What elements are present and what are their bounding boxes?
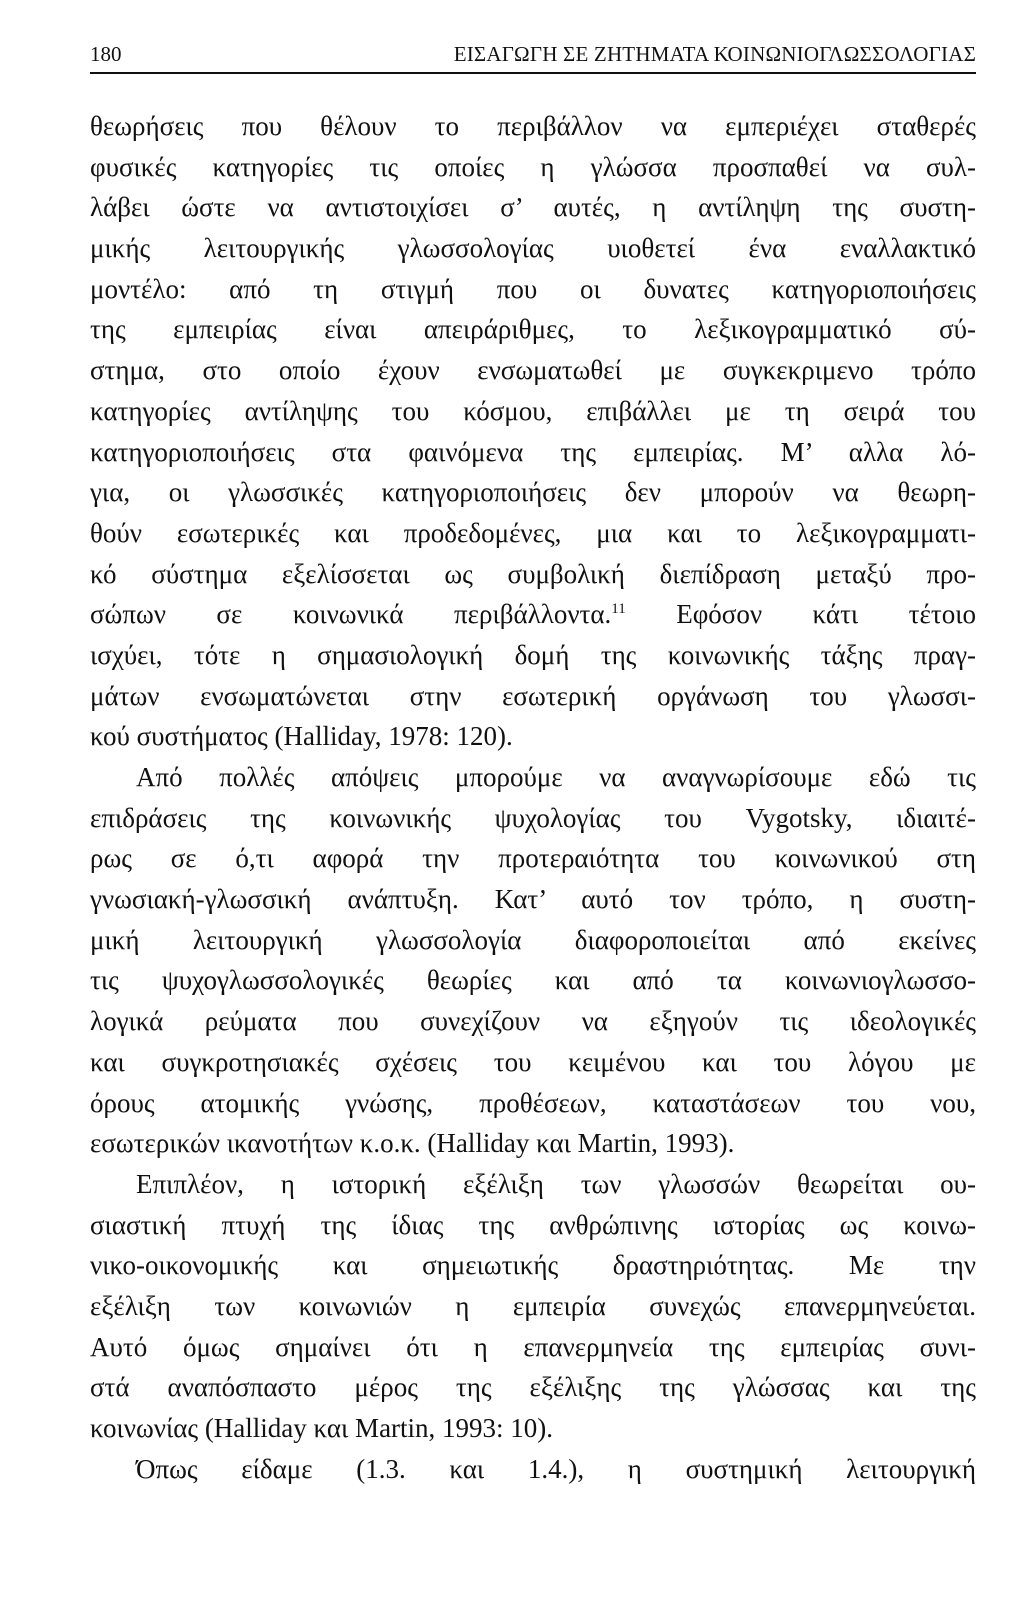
text-line: κό σύστημα εξελίσσεται ως συμβολική διεπίδραση μεταξύ προ- <box>90 558 976 589</box>
text-line: γνωσιακή-γλωσσική ανάπτυξη. Κατ’ αυτό τον τρόπο, η συστη- <box>90 884 976 915</box>
text-line: εξέλιξη των κοινωνιών η εμπειρία συνεχώς επανερμηνεύεται. <box>90 1290 976 1321</box>
running-header <box>90 40 976 74</box>
text-line: λογικά ρεύματα που συνεχίζουν να εξηγούν τις ιδεολογικές <box>90 1006 976 1037</box>
text-line: κοινωνίας (Halliday και Martin, 1993: 10). <box>90 1413 554 1443</box>
footnote-marker: 11 <box>611 601 626 618</box>
text-line: εσωτερικών ικανοτήτων κ.ο.κ. (Halliday και Martin, 1993). <box>90 1128 735 1159</box>
body-text <box>90 106 976 1489</box>
text-line: θεωρήσεις που θέλουν το περιβάλλον να εμπεριέχει σταθερές <box>90 111 976 141</box>
text-line: κατηγοριοποιήσεις στα φαινόμενα της εμπειρίας. Μ’ αλλα λό- <box>90 436 976 467</box>
text-line: για, οι γλωσσικές κατηγοριοποιήσεις δεν μπορούν να θεωρη- <box>90 477 976 508</box>
text-line-with-footnote <box>90 594 976 635</box>
text-line: στημα, στο οποίο έχουν ενσωματωθεί με συγκεκριμενο τρόπο <box>90 355 976 386</box>
text-segment: Εφόσον κάτι τέτοιο <box>625 599 976 630</box>
text-line: της εμπειρίας είναι απειράριθμες, το λεξικογραμματικό σύ- <box>90 314 976 345</box>
text-line: στά αναπόσπαστο μέρος της εξέλιξης της γλώσσας και της <box>90 1372 976 1403</box>
text-segment: σώπων σε κοινωνικά περιβάλλοντα. <box>90 599 612 630</box>
text-line: φυσικές κατηγορίες τις οποίες η γλώσσα προσπαθεί να συλ- <box>90 151 976 182</box>
text-line: μικής λειτουργικής γλωσσολογίας υιοθετεί ένα εναλλακτικό <box>90 233 976 264</box>
text-line: κού συστήματος (Halliday, 1978: 120). <box>90 721 513 752</box>
text-line: λάβει ώστε να αντιστοιχίσει σ’ αυτές, η αντίληψη της συστη- <box>90 192 976 223</box>
paragraph-start-line: Από πολλές απόψεις μπορούμε να αναγνωρίσουμε εδώ τις <box>136 762 976 792</box>
text-line: ρως σε ό,τι αφορά την προτεραιότητα του κοινωνικού στη <box>90 843 976 874</box>
page-number: 180 <box>90 42 122 66</box>
text-line: σιαστική πτυχή της ίδιας της ανθρώπινης ιστορίας ως κοινω- <box>90 1209 976 1240</box>
text-line: μοντέλο: από τη στιγμή που οι δυνατες κατηγοριοποιήσεις <box>90 273 976 304</box>
text-line: θούν εσωτερικές και προδεδομένες, μια και το λεξικογραμματι- <box>90 517 976 548</box>
text-line: κατηγορίες αντίληψης του κόσμου, επιβάλλει με τη σειρά του <box>90 395 976 426</box>
text-line: και συγκροτησιακές σχέσεις του κειμένου και του λόγου με <box>90 1046 976 1077</box>
text-line: τις ψυχογλωσσολογικές θεωρίες και από τα κοινωνιογλωσσο- <box>90 965 976 996</box>
text-line: όρους ατομικής γνώσης, προθέσεων, καταστάσεων του νου, <box>90 1087 976 1118</box>
text-line: Αυτό όμως σημαίνει ότι η επανερμηνεία της εμπειρίας συνι- <box>90 1331 976 1362</box>
paragraph-start-line: Επιπλέον, η ιστορική εξέλιξη των γλωσσών θεωρείται ου- <box>136 1168 976 1199</box>
text-line: επιδράσεις της κοινωνικής ψυχολογίας του Vygotsky, ιδιαιτέ- <box>90 802 976 833</box>
text-line: μάτων ενσωματώνεται στην εσωτερική οργάνωση του γλωσσι- <box>90 680 976 711</box>
paragraph-start-line: Όπως είδαμε (1.3. και 1.4.), η συστημική λειτουργική <box>136 1453 976 1484</box>
book-title: ΕΙΣΑΓΩΓΗ ΣΕ ΖΗΤΗΜΑΤΑ ΚΟΙΝΩΝΙΟΓΛΩΣΣΟΛΟΓΙΑΣ <box>453 42 976 66</box>
text-line: νικο-οικονομικής και σημειωτικής δραστηριότητας. Με την <box>90 1250 976 1281</box>
text-line: ισχύει, τότε η σημασιολογική δομή της κοινωνικής τάξης πραγ- <box>90 639 976 670</box>
text-line: μική λειτουργική γλωσσολογία διαφοροποιείται από εκείνες <box>90 924 976 955</box>
